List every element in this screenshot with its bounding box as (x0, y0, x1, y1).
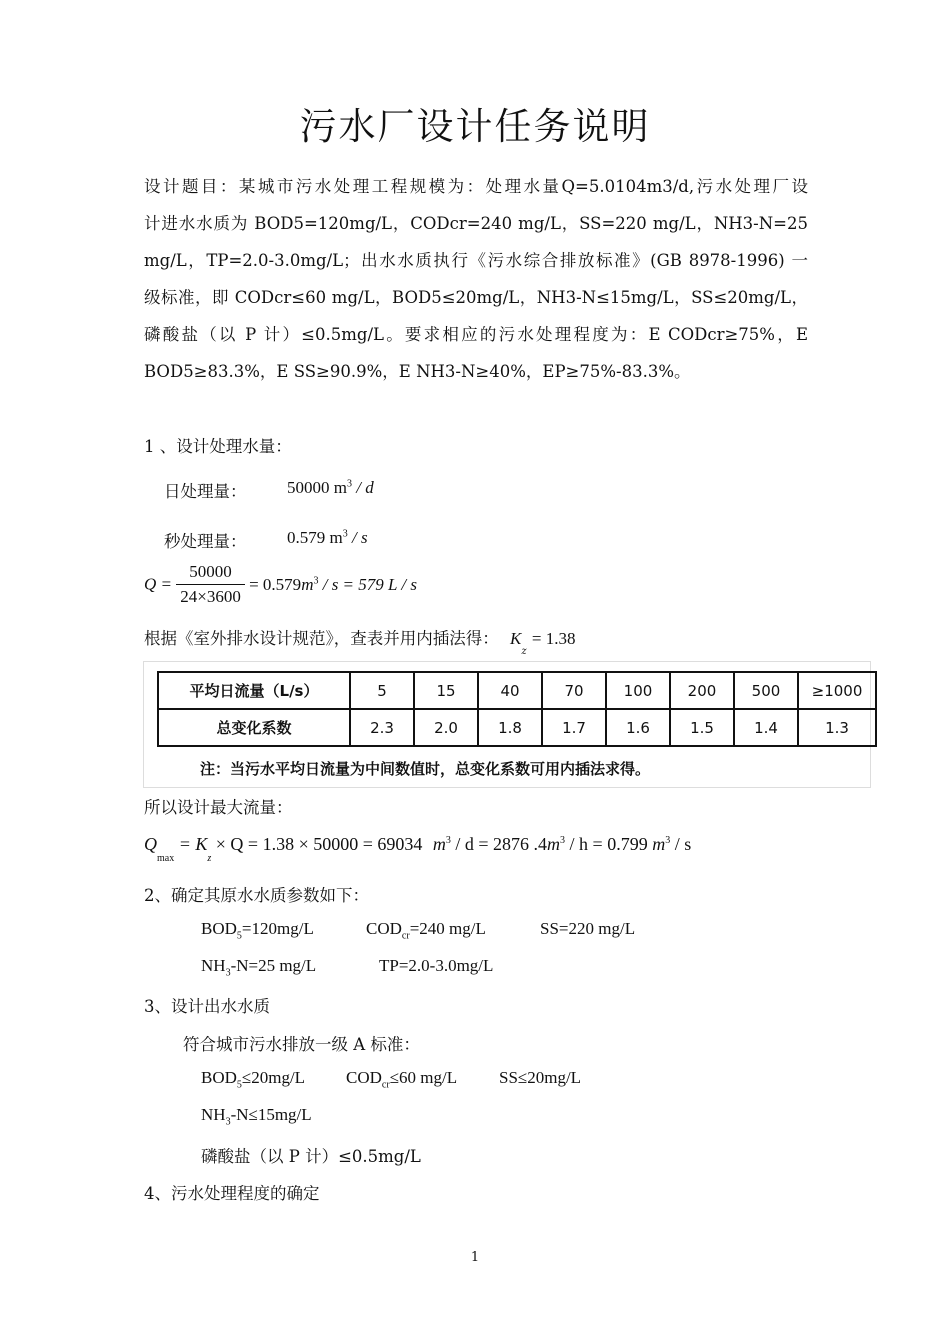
second-unit-post: / s (351, 528, 368, 547)
eq-fraction (176, 562, 245, 607)
table-header-cell: 平均日流量（L/s） (158, 672, 350, 709)
table-cell: 500 (734, 672, 798, 709)
table-cell: 1.7 (542, 709, 606, 746)
section1-heading: 1 、设计处理水量： (144, 437, 292, 456)
param-text: -N=25 mg/L (230, 956, 317, 975)
intro-line: mg/L，TP=2.0-3.0mg/L；出水水质执行《污水综合排放标准》(GB 8978-1996) 一 (144, 251, 808, 270)
effluent-ss: SS≤20mg/L (499, 1068, 582, 1087)
kz-subscript: z (207, 852, 212, 864)
second-unit-m: m (329, 528, 343, 547)
param-text: COD (346, 1068, 382, 1087)
param-text: NH (201, 956, 226, 975)
table-cell: 15 (414, 672, 478, 709)
section2-heading: 2、确定其原水水质参数如下： (144, 886, 369, 905)
effluent-nh3 (201, 1105, 312, 1127)
intro-line: 级标准，即 CODcr≤60 mg/L，BOD5≤20mg/L，NH3-N≤15mg/L，SS≤20mg/L， (144, 288, 808, 307)
intro-paragraph (144, 168, 808, 390)
table-cell: 100 (606, 672, 670, 709)
param-sub: 3 (225, 1116, 231, 1128)
table-cell: 1.4 (734, 709, 798, 746)
daily-flow-value (287, 478, 374, 498)
param-text: BOD (201, 1068, 237, 1087)
intro-line: 磷酸盐（以 P 计）≤0.5mg/L。要求相应的污水处理程度为：E CODcr≥75%，E (144, 325, 808, 344)
daily-unit-m: m (333, 478, 347, 497)
eq-rhs-sup: 3 (313, 574, 319, 586)
intro-line: BOD5≥83.3%，E SS≥90.9%，E NH3-N≥40%，EP≥75%-83.3%。 (144, 362, 691, 381)
table-cell: 70 (542, 672, 606, 709)
table-cell: 5 (350, 672, 414, 709)
unit-m: m (652, 834, 666, 854)
effluent-phosphate: 磷酸盐（以 P 计）≤0.5mg/L (201, 1147, 421, 1166)
unit-m: m (432, 834, 446, 854)
table-cell: 2.0 (414, 709, 478, 746)
daily-unit-post: / d (356, 478, 374, 497)
param-text: =240 mg/L (409, 919, 486, 938)
daily-unit-sup: 3 (346, 478, 352, 490)
raw-tp: TP=2.0-3.0mg/L (379, 956, 494, 975)
unit-sup: 3 (445, 835, 451, 846)
max-flow-equation (144, 834, 692, 864)
q-symbol: Q (144, 834, 157, 854)
daily-value: 50000 (287, 478, 330, 497)
table-cell: 200 (670, 672, 734, 709)
second-flow-value (287, 528, 368, 548)
param-text: NH (201, 1105, 226, 1124)
kz-line (144, 625, 576, 658)
eq-rhs-part: / s = 579 (322, 574, 384, 594)
eq-part: = K (178, 834, 208, 854)
q-subscript: max (157, 852, 175, 864)
eq-rhs-m: m (301, 574, 314, 594)
max-flow-label: 所以设计最大流量： (144, 798, 293, 817)
table-row (158, 672, 876, 709)
eq-part: / d = 2876 .4 (455, 834, 548, 854)
intro-line: 计进水水质为 BOD5=120mg/L，CODcr=240 mg/L，SS=220 mg/L，NH3-N=25 (144, 214, 808, 233)
eq-lhs: Q = (144, 574, 172, 594)
raw-bod (201, 919, 314, 941)
table-header-cell: 总变化系数 (158, 709, 350, 746)
table-cell: ≥1000 (798, 672, 876, 709)
param-text: ≤20mg/L (241, 1068, 306, 1087)
table-cell: 1.8 (478, 709, 542, 746)
kz-symbol: K (510, 629, 522, 648)
param-sub: 3 (225, 967, 231, 979)
effluent-cod (346, 1068, 457, 1090)
kz-value: = 1.38 (531, 629, 576, 648)
eq-numerator: 50000 (176, 562, 245, 585)
effluent-standard: 符合城市污水排放一级 A 标准： (183, 1035, 420, 1054)
kz-text: 根据《室外排水设计规范》，查表并用内插法得： (144, 629, 499, 648)
raw-cod (366, 919, 486, 941)
second-value: 0.579 (287, 528, 326, 547)
param-text: ≤60 mg/L (389, 1068, 458, 1087)
param-text: COD (366, 919, 402, 938)
table-cell: 2.3 (350, 709, 414, 746)
param-text: =120mg/L (241, 919, 314, 938)
eq-denominator: 24×3600 (180, 587, 241, 606)
eq-rhs-part: = 0.579 (249, 574, 302, 594)
kz-subscript: z (521, 646, 527, 658)
table-cell: 1.6 (606, 709, 670, 746)
effluent-bod (201, 1068, 305, 1090)
daily-flow-label: 日处理量： (164, 482, 247, 501)
raw-ss: SS=220 mg/L (540, 919, 636, 938)
flow-equation (144, 562, 417, 607)
intro-line: 设计题目：某城市污水处理工程规模为：处理水量Q=5.0104m3/d,污水处理厂设 (144, 177, 808, 196)
table-note: 注：当污水平均日流量为中间数值时，总变化系数可用内插法求得。 (200, 760, 651, 778)
unit-m: m (547, 834, 561, 854)
eq-part: / s (674, 834, 692, 854)
eq-part: × Q = 1.38 × 50000 = 69034 (215, 834, 423, 854)
second-flow-label: 秒处理量： (164, 532, 247, 551)
param-sub: cr (381, 1079, 390, 1091)
table-cell: 40 (478, 672, 542, 709)
section4-heading: 4、污水处理程度的确定 (144, 1184, 320, 1203)
table-row (158, 709, 876, 746)
param-sub: 5 (236, 930, 242, 942)
raw-nh3 (201, 956, 316, 978)
unit-sup: 3 (665, 835, 671, 846)
eq-rhs (249, 575, 417, 594)
page-number: 1 (470, 1250, 480, 1265)
coef-table (157, 671, 877, 747)
param-text: BOD (201, 919, 237, 938)
page-title: 污水厂设计任务说明 (299, 105, 651, 148)
table-cell: 1.3 (798, 709, 876, 746)
second-unit-sup: 3 (342, 528, 348, 540)
section3-heading: 3、设计出水水质 (144, 997, 270, 1016)
param-sub: cr (401, 930, 410, 942)
param-text: -N≤15mg/L (230, 1105, 312, 1124)
table-cell: 1.5 (670, 709, 734, 746)
eq-rhs-part: L / s (388, 574, 418, 594)
eq-part: / h = 0.799 (569, 834, 648, 854)
param-sub: 5 (236, 1079, 242, 1091)
unit-sup: 3 (560, 835, 566, 846)
